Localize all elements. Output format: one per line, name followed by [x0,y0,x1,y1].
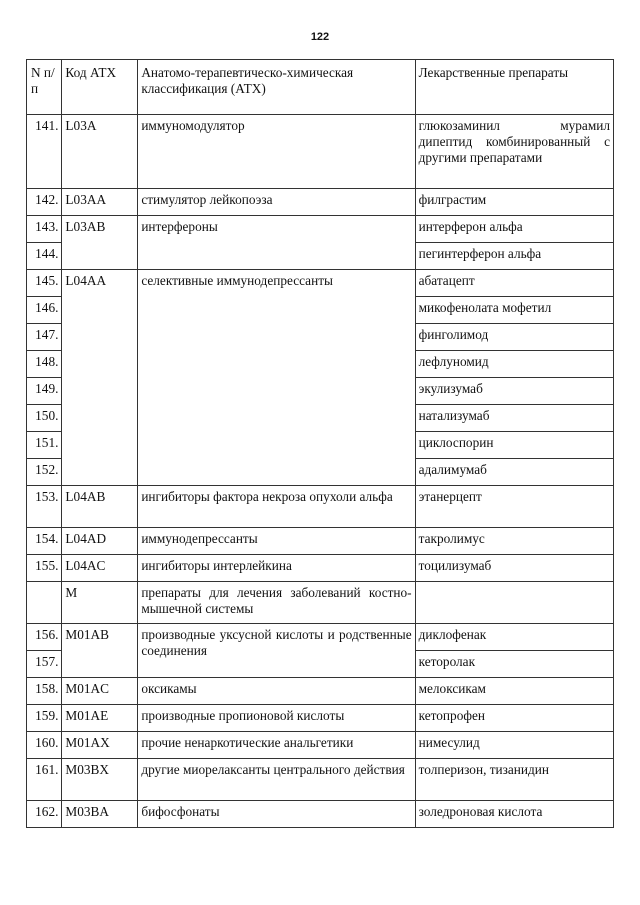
table-row [27,678,614,705]
row-drug: толперизон, тизанидин [415,759,613,801]
row-drug: мелоксикам [415,678,613,705]
row-num: 146. [27,297,62,324]
header-num: N п/п [27,60,62,115]
row-drug: такролимус [415,528,613,555]
row-drug: интерферон альфа [415,216,613,243]
row-classification: иммуномодулятор [138,115,415,189]
row-code: L03AA [62,189,138,216]
row-num: 145. [27,270,62,297]
row-num: 156. [27,624,62,651]
row-code: M01AC [62,678,138,705]
row-code: L04AB [62,486,138,528]
row-classification: селективные иммунодепрессанты [138,270,415,486]
row-drug: финголимод [415,324,613,351]
table-row [27,801,614,828]
row-classification: ингибиторы интерлейкина [138,555,415,582]
row-drug: кеторолак [415,651,613,678]
row-num: 158. [27,678,62,705]
row-drug: тоцилизумаб [415,555,613,582]
row-num: 155. [27,555,62,582]
row-num: 152. [27,459,62,486]
row-classification: бифосфонаты [138,801,415,828]
row-num: 141. [27,115,62,189]
page-number: 122 [310,31,330,43]
row-classification: ингибиторы фактора некроза опухоли альфа [138,486,415,528]
row-num: 153. [27,486,62,528]
row-num: 142. [27,189,62,216]
row-classification: стимулятор лейкопоэза [138,189,415,216]
row-drug: глюкозаминил мурамил дипептид комбинированный с другими препаратами [415,115,613,189]
row-classification: иммунодепрессанты [138,528,415,555]
row-drug: этанерцепт [415,486,613,528]
row-code: L04AA [62,270,138,486]
row-num: 160. [27,732,62,759]
table-row [27,189,614,216]
table-row [27,555,614,582]
row-drug: циклоспорин [415,432,613,459]
atx-drug-table [26,59,614,828]
table-row [27,216,614,243]
table-row [27,705,614,732]
header-classification: Анатомо-терапевтическо-химическая классификация (АТХ) [138,60,415,115]
table-row [27,486,614,528]
row-code: M01AX [62,732,138,759]
table-row [27,624,614,651]
row-code: L04AD [62,528,138,555]
row-drug: диклофенак [415,624,613,651]
row-num: 144. [27,243,62,270]
row-code: M01AB [62,624,138,678]
row-drug: золедроновая кислота [415,801,613,828]
row-classification: интерфероны [138,216,415,270]
row-num: 154. [27,528,62,555]
row-num [27,582,62,624]
header-code: Код АТХ [62,60,138,115]
row-num: 151. [27,432,62,459]
row-num: 147. [27,324,62,351]
row-drug: филграстим [415,189,613,216]
table-row [27,759,614,801]
row-classification: производные пропионовой кислоты [138,705,415,732]
table-row [27,582,614,624]
table-row [27,270,614,297]
row-classification: производные уксусной кислоты и родственные соединения [138,624,415,678]
table-header-row [27,60,614,115]
row-num: 148. [27,351,62,378]
table-row [27,732,614,759]
row-drug: кетопрофен [415,705,613,732]
row-code: L03AB [62,216,138,270]
row-code: L03A [62,115,138,189]
header-drugs: Лекарственные препараты [415,60,613,115]
row-num: 162. [27,801,62,828]
row-classification: другие миорелаксанты центрального действия [138,759,415,801]
row-num: 150. [27,405,62,432]
row-code: M03BX [62,759,138,801]
row-num: 161. [27,759,62,801]
row-drug: адалимумаб [415,459,613,486]
row-classification: прочие ненаркотические анальгетики [138,732,415,759]
row-num: 157. [27,651,62,678]
row-drug: пегинтерферон альфа [415,243,613,270]
row-num: 149. [27,378,62,405]
row-code: M [62,582,138,624]
row-drug: микофенолата мофетил [415,297,613,324]
row-drug: лефлуномид [415,351,613,378]
row-num: 159. [27,705,62,732]
row-drug: нимесулид [415,732,613,759]
row-classification: оксикамы [138,678,415,705]
row-code: M03BA [62,801,138,828]
table-row [27,528,614,555]
table-row [27,115,614,189]
row-code: L04AC [62,555,138,582]
row-classification: препараты для лечения заболеваний костно-мышечной системы [138,582,415,624]
row-drug: абатацепт [415,270,613,297]
row-code: M01AE [62,705,138,732]
row-drug [415,582,613,624]
row-num: 143. [27,216,62,243]
row-drug: натализумаб [415,405,613,432]
row-drug: экулизумаб [415,378,613,405]
